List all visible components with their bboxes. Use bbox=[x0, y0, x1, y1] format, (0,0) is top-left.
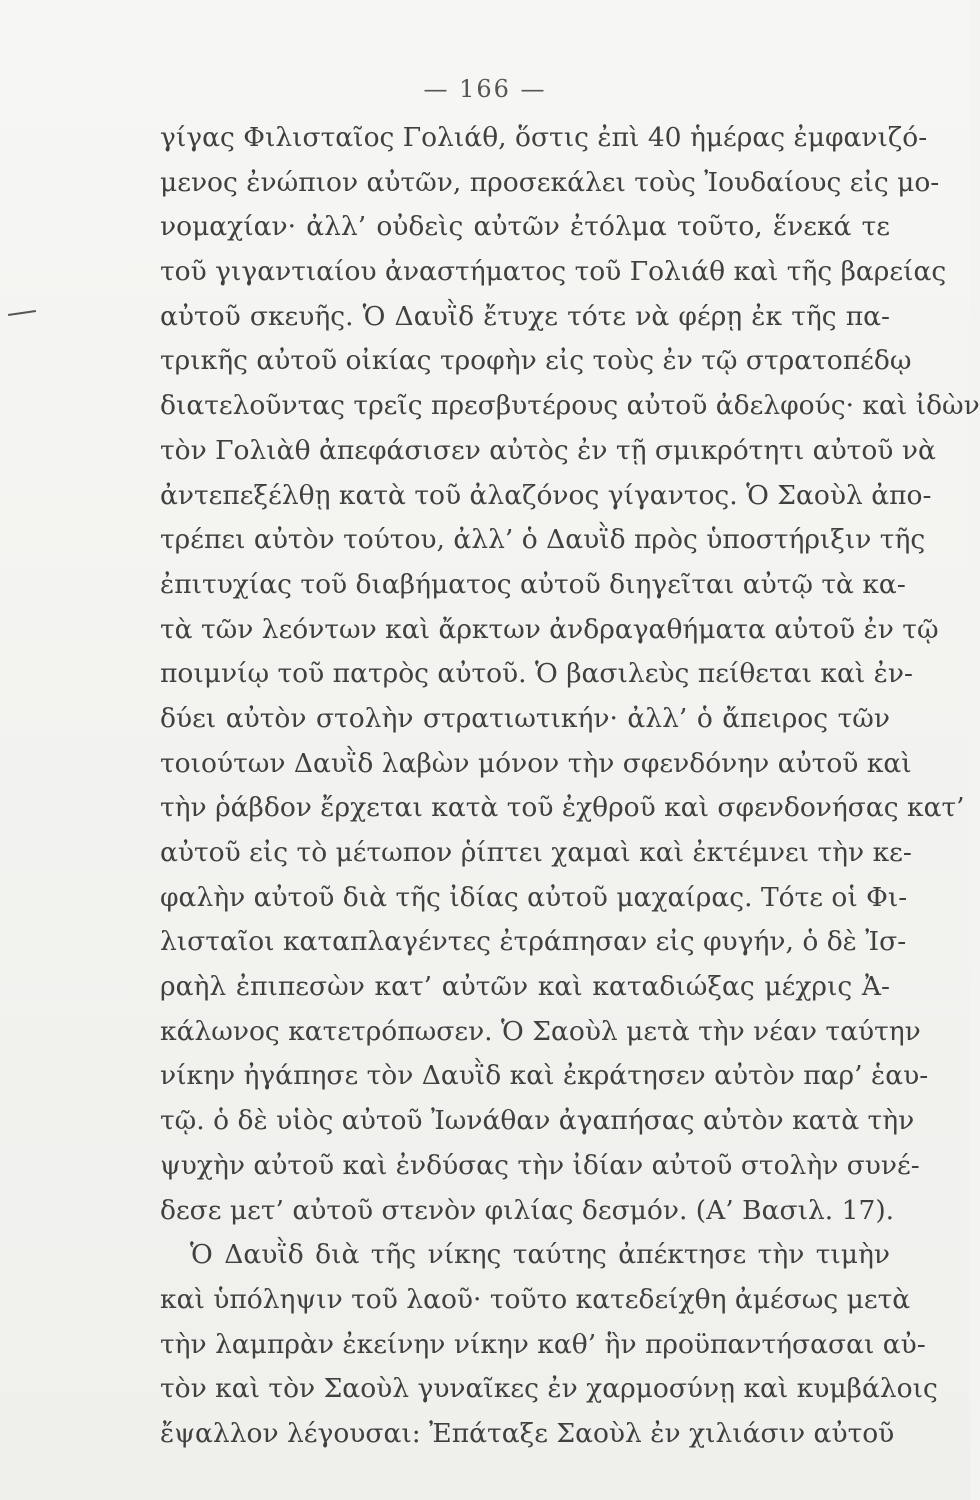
text-line: φαλὴν αὐτοῦ διὰ τῆς ἰδίας αὐτοῦ μαχαίρας. Τότε οἱ Φι- bbox=[160, 881, 908, 913]
text-line: τῷ. ὁ δὲ υἱὸς αὐτοῦ Ἰωνάθαν ἀγαπήσας αὐτὸν κατὰ τὴν bbox=[160, 1105, 915, 1137]
text-line: καὶ ὑπόληψιν τοῦ λαοῦ· τοῦτο κατεδείχθη ἀμέσως μετὰ bbox=[160, 1283, 911, 1315]
text-line: τρέπει αὐτὸν τούτου, ἀλλ’ ὁ Δαυῒδ πρὸς ὑποστήριξιν τῆς bbox=[160, 524, 926, 556]
margin-mark bbox=[8, 310, 36, 316]
text-line: τρικῆς αὐτοῦ οἰκίας τροφὴν εἰς τοὺς ἐν τῷ στρατοπέδῳ bbox=[160, 345, 912, 377]
text-line: ἐπιτυχίας τοῦ διαβήματος αὐτοῦ διηγεῖται αὐτῷ τὰ κα- bbox=[160, 568, 906, 600]
text-line: γίγας Φιλισταῖος Γολιάθ, ὅστις ἐπὶ 40 ἡμέρας ἐμφανιζό- bbox=[160, 122, 928, 153]
text-line: δεσε μετ’ αὐτοῦ στενὸν φιλίας δεσμόν. (Α’ Βασιλ. 17). bbox=[160, 1194, 895, 1226]
text-line: Ὁ Δαυῒδ διὰ τῆς νίκης ταύτης ἀπέκτησε τὴν τιμὴν bbox=[190, 1239, 890, 1271]
text-line: δύει αὐτὸν στολὴν στρατιωτικήν· ἀλλ’ ὁ ἄπειρος τῶν bbox=[160, 702, 890, 734]
text-line: μενος ἐνώπιον αὐτῶν, προσεκάλει τοὺς Ἰουδαίους εἰς μο- bbox=[160, 166, 940, 198]
text-line: διατελοῦντας τρεῖς πρεσβυτέρους αὐτοῦ ἀδελφούς· καὶ ἰδὼν bbox=[160, 390, 980, 422]
text-line: λισταῖοι καταπλαγέντες ἐτράπησαν εἰς φυγήν, ὁ δὲ Ἰσ- bbox=[160, 926, 907, 958]
text-line: ψυχὴν αὐτοῦ καὶ ἐνδύσας τὴν ἰδίαν αὐτοῦ στολὴν συνέ- bbox=[160, 1149, 920, 1181]
text-line: τὸν Γολιὰθ ἀπεφάσισεν αὐτὸς ἐν τῇ σμικρότητι αὐτοῦ νὰ bbox=[160, 434, 936, 466]
text-line: αὐτοῦ εἰς τὸ μέτωπον ῥίπτει χαμαὶ καὶ ἐκτέμνει τὴν κε- bbox=[160, 837, 912, 868]
text-line: ραὴλ ἐπιπεσὼν κατ’ αὐτῶν καὶ καταδιώξας μέχρις Ἀ- bbox=[160, 971, 890, 1003]
text-line: τὸν καὶ τὸν Σαοὺλ γυναῖκες ἐν χαρμοσύνῃ καὶ κυμβάλοις bbox=[160, 1373, 938, 1405]
text-line: ἔψαλλον λέγουσαι: Ἐπάταξε Σαοὺλ ἐν χιλιάσιν αὐτοῦ bbox=[160, 1417, 895, 1449]
text-line: τὰ τῶν λεόντων καὶ ἄρκτων ἀνδραγαθήματα αὐτοῦ ἐν τῷ bbox=[160, 613, 939, 645]
text-line: τοιούτων Δαυῒδ λαβὼν μόνον τὴν σφενδόνην αὐτοῦ καὶ bbox=[160, 747, 912, 779]
text-line: τὴν λαμπρὰν ἐκείνην νίκην καθ’ ἣν προϋπαντήσασαι αὐ- bbox=[160, 1328, 926, 1360]
text-line: κάλωνος κατετρόπωσεν. Ὁ Σαοὺλ μετὰ τὴν νέαν ταύτην bbox=[160, 1015, 921, 1047]
text-line: ἀντεπεξέλθῃ κατὰ τοῦ ἀλαζόνος γίγαντος. Ὁ Σαοὺλ ἀπο- bbox=[160, 479, 932, 511]
text-line: τοῦ γιγαντιαίου ἀναστήματος τοῦ Γολιάθ καὶ τῆς βαρείας bbox=[160, 256, 947, 288]
text-line: νομαχίαν· ἀλλ’ οὐδεὶς αὐτῶν ἐτόλμα τοῦτο, ἕνεκά τε bbox=[160, 211, 890, 243]
text-line: ποιμνίῳ τοῦ πατρὸς αὐτοῦ. Ὁ βασιλεὺς πείθεται καὶ ἐν- bbox=[160, 658, 913, 690]
text-line: αὐτοῦ σκευῆς. Ὁ Δαυῒδ ἔτυχε τότε νὰ φέρῃ ἐκ τῆς πα- bbox=[160, 300, 890, 332]
body-text bbox=[160, 116, 980, 1457]
text-line: τὴν ῥάβδον ἔρχεται κατὰ τοῦ ἐχθροῦ καὶ σφενδονήσας κατ’ bbox=[160, 792, 965, 824]
page-number: — 166 — bbox=[423, 75, 547, 103]
text-line: νίκην ἠγάπησε τὸν Δαυῒδ καὶ ἐκράτησεν αὐτὸν παρ’ ἑαυ- bbox=[160, 1060, 929, 1092]
